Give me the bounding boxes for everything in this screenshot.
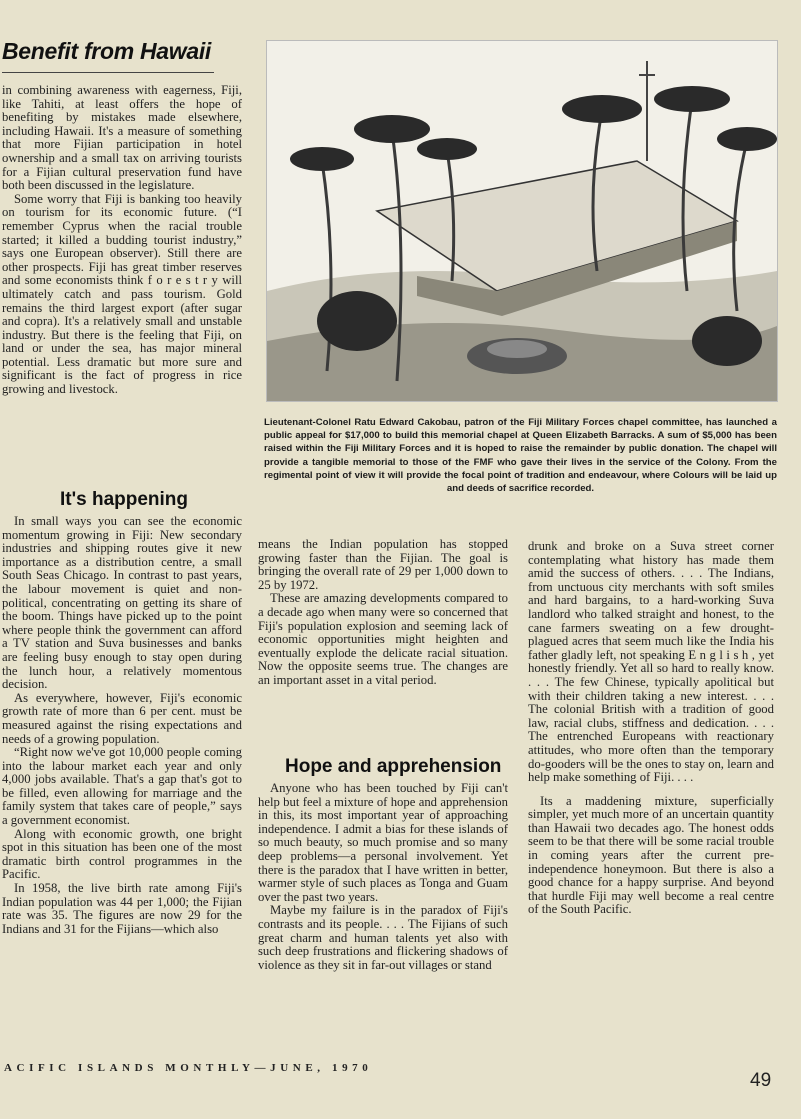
paragraph: As everywhere, however, Fiji's economic growth rate of more than 6 per cent. must be measured against the rising expectations and needs of a growing population. xyxy=(2,690,242,746)
paragraph: Its a maddening mixture, superficially simpler, yet much more of an uncertain quantity than Hawaii two decades ago. The honest odds seem to be that there will be some racial trouble in coming years after the current pre-independence honeymoon. But there is also a good chance for a happy surprise. And beyond that hurdle Fiji may well become a real centre of the South Pacific. xyxy=(528,793,774,917)
title-rule xyxy=(2,72,214,73)
paragraph: Maybe my failure is in the paradox of Fiji's contrasts and its people. . . . The Fijians of such great charm and human talents yet also with such deep frustrations and flickering shadows of violence as they sit in far-out villages or stand xyxy=(258,903,508,972)
paragraph: These are amazing developments compared to a decade ago when many were so concerned that Fiji's population explosion and seeming lack of economic opportunities might heighten and eventually explode the delicate racial situation. Now the opposite seems true. The changes are an important asset in a vital period. xyxy=(258,591,508,687)
photo-caption: Lieutenant-Colonel Ratu Edward Cakobau, patron of the Fiji Military Forces chapel committee, has launched a public appeal for $17,000 to build this memorial chapel at Queen Elizabeth Barracks. A sum of $5,000 has been raised within the Fiji Military Forces and it is hoped to raise the remainder by public donation. The chapel will provide a tangible memorial to those of the FMF who gave their lives in the service of the Colony. From the regimental point of view it will provide the focal point of tradition and endeavour, where Colours will be laid up and deeds of sacrifice recorded. xyxy=(264,417,777,495)
chapel-illustration xyxy=(266,40,778,402)
subhead-its-happening: It's happening xyxy=(60,489,189,510)
column-1-bottom xyxy=(2,515,242,936)
paragraph: “Right now we've got 10,000 people coming into the labour market each year and only 4,000 jobs available. That's a gap that's got to be filled, even allowing for marriage and the family system that takes care of people,” says a government economist. xyxy=(2,745,242,828)
chapel-drawing xyxy=(267,41,777,401)
column-1-top xyxy=(2,84,242,397)
subhead-hope-and-apprehension: Hope and apprehension xyxy=(285,756,502,777)
paragraph: in combining awareness with eagerness, Fiji, like Tahiti, at least offers the hope of benefiting by mistakes made elsewhere, including Hawaii. It's a measure of something that more Fijian participation in hotel ownership and a small tax on arriving tourists for a Fijian cultural preservation fund have both been discussed in the legislature. xyxy=(2,83,242,193)
paragraph: In 1958, the live birth rate among Fiji's Indian population was 44 per 1,000; the Fijian rate was 35. The figures are now 29 for the Indians and 31 for the Fijians—which also xyxy=(2,881,242,936)
page-number: 49 xyxy=(750,1070,772,1091)
paragraph: Anyone who has been touched by Fiji can't help but feel a mixture of hope and apprehension in this, its most important year of approaching independence. I admit a bias for these islands of so much beauty, so much promise and so many deep problems—a personal involvement. Yet there is the paradox that I have written in better, warmer style of such places as Tonga and Guam over the past two years. xyxy=(258,781,508,904)
paragraph: Along with economic growth, one bright spot in this situation has been one of the most dramatic birth control programmes in the Pacific. xyxy=(2,826,242,882)
paragraph: In small ways you can see the economic momentum growing in Fiji: New secondary industries and shipping routes give it new importance as a distribution centre, a small South Seas Chicago. In contrast to past years, the labour movement is quiet and non-political, concentrating on getting its share of the boom. Things have picked up to the point where people think the government can afford a TV station and Suva businesses and banks are feeling busy enough to stay open during the lunch hour, a relatively momentous decision. xyxy=(2,514,242,692)
paragraph: means the Indian population has stopped growing faster than the Fijian. The goal is bringing the overall rate of 29 per 1,000 down to 25 by 1972. xyxy=(258,537,508,592)
paragraph: Some worry that Fiji is banking too heavily on tourism for its economic future. (“I remember Cyprus when the racial trouble started; it killed a budding tourist industry,” says one European observer). Still there are other prospects. Fiji has great timber reserves and some economists think f o r e s t r y will ultimately catch and pass tourism. Gold remains the third largest export (after sugar and copra). It's a relatively small and unstable industry. But there is the feeling that Fiji, on land or under the sea, has major mineral potential. Less dramatic but more sure and significant is the fact of progress in rice growing and livestock. xyxy=(2,191,242,397)
column-2-top xyxy=(258,538,508,688)
column-2-bottom xyxy=(258,782,508,972)
running-footer: ACIFIC ISLANDS MONTHLY—JUNE, 1970 xyxy=(4,1062,373,1074)
article-title: Benefit from Hawaii xyxy=(2,38,212,64)
paragraph: drunk and broke on a Suva street corner contemplating what history has made them amid the success of others. . . . The Indians, from unctuous city merchants with soft smiles and hard bargains, to a hard-working Suva landlord who talked straight and honest, to the cane farmers sweating on a few drought-plagued acres that seem much like the India his father gladly left, not speaking E n g l i s h , yet honestly friendly. Yet all so hard to really know. . . . The few Chinese, typically apolitical but with their children taking a new interest. . . . The colonial British with a tradition of good law, racial clubs, stiffness and dedication. . . . The entrenched Europeans with reactionary attitudes, who more often than the temporary do-gooders will be the ones to stay on, learn and help make something of Fiji. . . . xyxy=(528,539,774,785)
column-3 xyxy=(528,540,774,917)
